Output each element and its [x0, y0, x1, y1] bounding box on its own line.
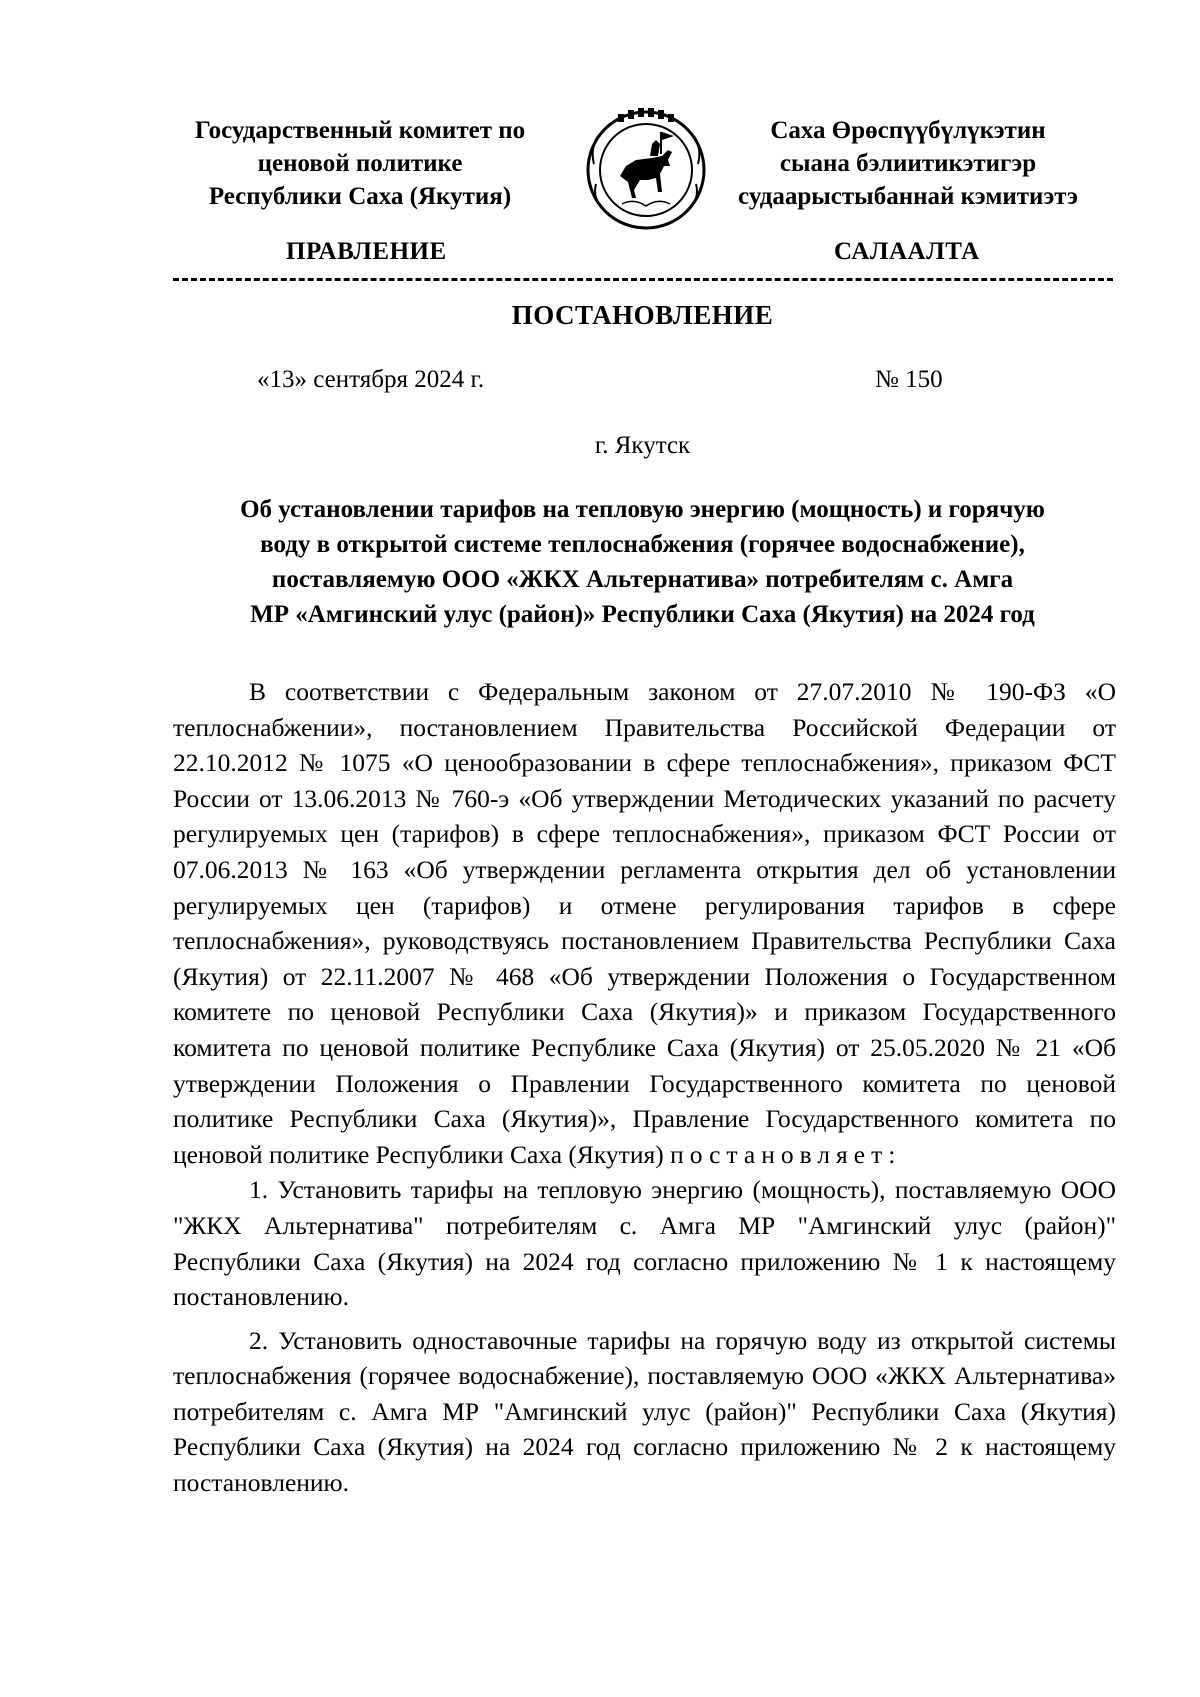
title-line: МР «Амгинский улус (район)» Республики Саха (Якутия) на 2024 год: [250, 601, 1035, 628]
item-1-paragraph: 1. Установить тарифы на тепловую энергию (мощность), поставляемую ООО "ЖКХ Альтернатива" потребителям с. Амга МР "Амгинский улус (район)" Республики Саха (Якутия) на 2024 год согласно приложению № 1 к настоящему постановлению.: [173, 1175, 1116, 1312]
coat-of-arms-emblem-icon: [582, 104, 710, 232]
item-2-paragraph: 2. Установить одноставочные тарифы на горячую воду из открытой системы теплоснабжения (горячее водоснабжение), поставляемую ООО «ЖКХ Альтернатива» потребителям с. Амга МР "Амгинский улус (район)" Республики Саха (Якутия) Республики Саха (Якутия) на 2024 год согласно приложению № 2 к настоящему постановлению.: [173, 1325, 1116, 1498]
committee-name-line: Республики Саха (Якутия): [208, 183, 512, 210]
board-label-yakut: САЛААЛТА: [834, 238, 980, 265]
document-title: [160, 492, 1125, 632]
committee-name-line: сыана бэлиитикэтигэр: [779, 150, 1037, 177]
preamble-paragraph: [173, 674, 1116, 1172]
committee-name-line: Государственный комитет по: [194, 117, 526, 144]
resolves-word: постановляет:: [670, 1139, 902, 1169]
document-city: г. Якутск: [594, 432, 691, 459]
committee-name-line: ценовой политике: [257, 150, 463, 177]
board-label-russian: ПРАВЛЕНИЕ: [286, 238, 447, 265]
dashed-divider: [173, 278, 1113, 281]
committee-name-line: судаарыстыбаннай кэмитиэтэ: [738, 183, 1078, 210]
preamble-text: В соответствии с Федеральным законом от 27.07.2010 № 190-ФЗ «О теплоснабжении», постановлением Правительства Российской Федерации от 22.10.2012 № 1075 «О ценообразовании в сфере теплоснабжения», приказом ФСТ России от 13.06.2013 № 760-э «Об утверждении Методических указаний по расчету регулируемых цен (тарифов) в сфере теплоснабжения», приказом ФСТ России от 07.06.2013 № 163 «Об утверждении регламента открытия дел об установлении регулируемых цен (тарифов) и отмене регулирования тарифов в сфере теплоснабжения», руководствуясь постановлением Правительства Республики Саха (Якутия) от 22.11.2007 № 468 «Об утверждении Положения о Государственном комитете по ценовой Республики Саха (Якутия)» и приказом Государственного комитета по ценовой политике Республике Саха (Якутия) от 25.05.2020 № 21 «Об утверждении Положения о Правлении Государственного комитета по ценовой политике Республики Саха (Якутия)», Правление Государственного комитета по ценовой политике Республики Саха (Якутия): [173, 677, 1116, 1169]
document-date: «13» сентября 2024 г.: [257, 366, 485, 393]
title-line: поставляемую ООО «ЖКХ Альтернатива» потребителям с. Амга: [271, 566, 1014, 593]
committee-name-yakut: [718, 114, 1098, 213]
title-line: Об установлении тарифов на тепловую энергию (мощность) и горячую: [240, 496, 1045, 523]
document-body: [173, 674, 1116, 1501]
committee-name-russian: [175, 114, 545, 213]
document-type: ПОСТАНОВЛЕНИЕ: [511, 300, 774, 330]
committee-name-line: Саха Өрөспүүбүлүкэтин: [770, 117, 1046, 144]
document-number: № 150: [875, 366, 943, 393]
title-line: воду в открытой системе теплоснабжения (горячее водоснабжение),: [260, 531, 1025, 558]
